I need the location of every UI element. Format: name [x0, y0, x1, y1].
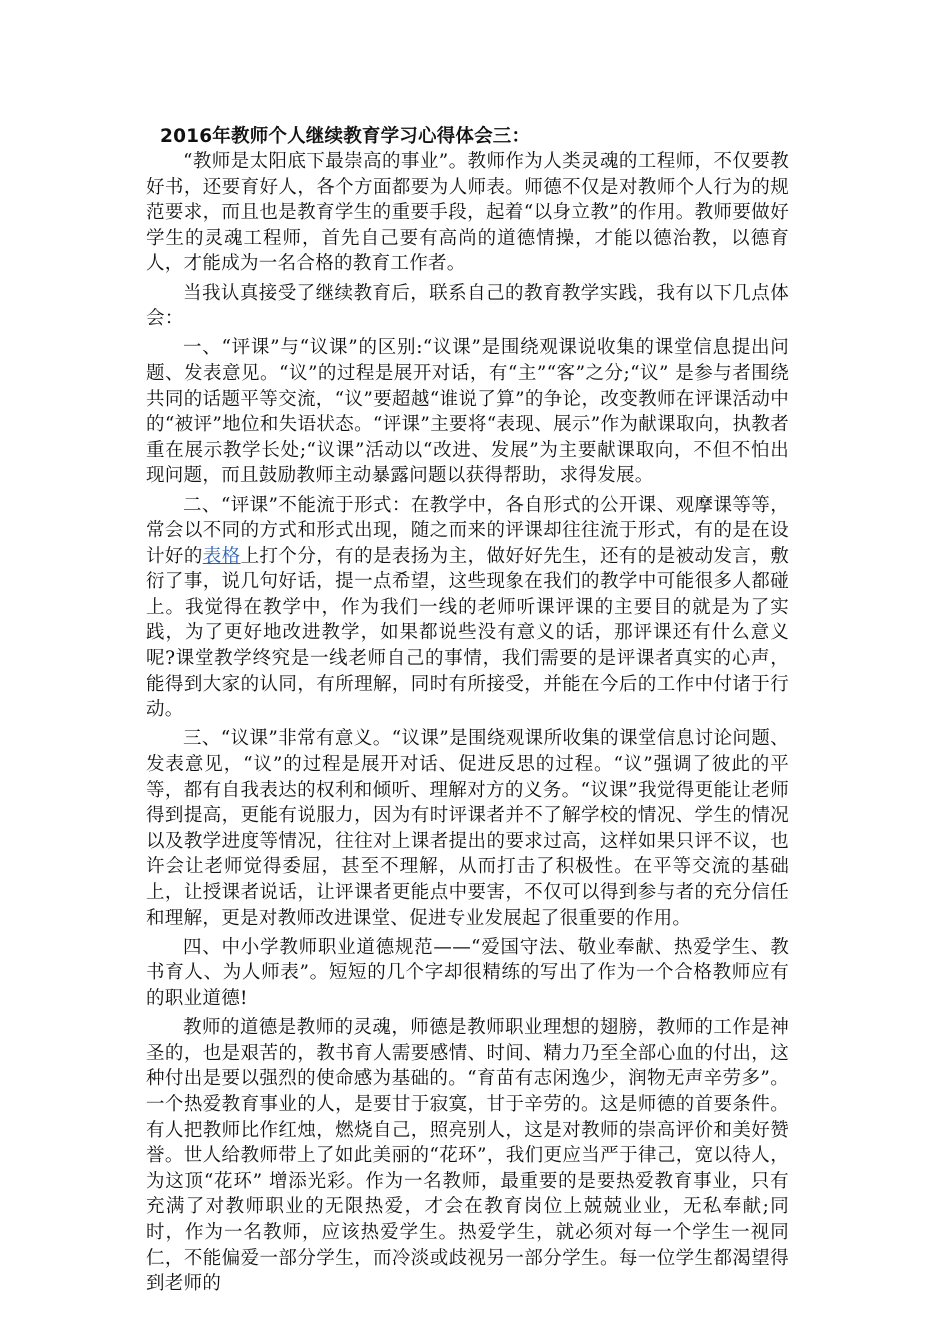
document-title: 2016年教师个人继续教育学习心得体会三：: [160, 126, 531, 147]
paragraph-point-one: 一、“评课”与“议课”的区别:“议课”是围绕观课说收集的课堂信息提出问题、发表意见。“议”的过程是展开对话，有“主”“客”之分;“议” 是参与者围绕共同的话题平等交流，“议”要超越“谁说了算”的争论，改变教师在评课活动中的“被评”地位和失语状态。“评课”主要将“表现、展示”作为献课取向，执教者重在展示教学长处;“议课”活动以“改进、发展”为主要献课取向，不但不怕出现问题，而且鼓励教师主动暴露问题以获得帮助，求得发展。: [146, 337, 789, 487]
table-link[interactable]: 表格: [202, 545, 241, 567]
paragraph-point-two: [146, 493, 789, 723]
paragraph-intro: “教师是太阳底下最崇高的事业”。教师作为人类灵魂的工程师，不仅要教好书，还要育好人，各个方面都要为人师表。师德不仅是对教师个人行为的规范要求，而且也是教育学生的重要手段，起着“以身立教”的作用。教师要做好学生的灵魂工程师，首先自己要有高尚的道德情操，才能以德治教，以德育人，才能成为一名合格的教育工作者。: [146, 151, 789, 275]
paragraph-point-two-text-before: 二、“评课”不能流于形式：在教学中，各自形式的公开课、观摩课等等，常会以不同的方式和形式出现，随之而来的评课却往往流于形式，有的是在设计好的: [146, 494, 789, 567]
paragraph-point-four: 四、中小学教师职业道德规范——“爱国守法、敬业奉献、热爱学生、教书育人、为人师表”。短短的几个字却很精练的写出了作为一个合格教师应有的职业道德!: [146, 936, 789, 1009]
paragraph-point-two-text-after: 上打个分，有的是表扬为主，做好好先生，还有的是被动发言，敷衍了事，说几句好话，提一点希望，这些现象在我们的教学中可能很多人都碰上。我觉得在教学中，作为我们一线的老师听课评课的主要目的就是为了实践，为了更好地改进教学，如果都说些没有意义的话，那评课还有什么意义呢?课堂教学终究是一线老师自己的事情，我们需要的是评课者真实的心声，能得到大家的认同，有所理解，同时有所接受，并能在今后的工作中付诸于行动。: [146, 545, 790, 721]
paragraph-experience: 当我认真接受了继续教育后，联系自己的教育教学实践，我有以下几点体会：: [146, 282, 789, 330]
paragraph-teacher-ethics: 教师的道德是教师的灵魂，师德是教师职业理想的翅膀，教师的工作是神圣的，也是艰苦的，教书育人需要感情、时间、精力乃至全部心血的付出，这种付出是要以强烈的使命感为基础的。“育苗有志闲逸少，润物无声辛劳多”。一个热爱教育事业的人，是要甘于寂寞，甘于辛劳的。这是师德的首要条件。有人把教师比作红烛，燃烧自己，照亮别人，这是对教师的崇高评价和美好赞誉。世人给教师带上了如此美丽的“花环”，我们更应当严于律己，宽以待人，为这顶“花环” 增添光彩。作为一名教师，最重要的是要热爱教育事业，只有充满了对教师职业的无限热爱，才会在教育岗位上兢兢业业，无私奉献;同时，作为一名教师，应该热爱学生。热爱学生，就必须对每一个学生一视同仁，不能偏爱一部分学生，而冷淡或歧视另一部分学生。每一位学生都渴望得到老师的: [146, 1017, 789, 1295]
paragraph-point-three: 三、“议课”非常有意义。“议课”是围绕观课所收集的课堂信息讨论问题、发表意见，“议”的过程是展开对话、促进反思的过程。“议”强调了彼此的平等，都有自我表达的权利和倾听、理解对方的义务。“议课”我觉得更能让老师得到提高，更能有说服力，因为有时评课者并不了解学校的情况、学生的情况以及教学进度等情况，往往对上课者提出的要求过高，这样如果只评不议，也许会让老师觉得委屈，甚至不理解，从而打击了积极性。在平等交流的基础上，让授课者说话，让评课者更能点中要害，不仅可以得到参与者的充分信任和理解，更是对教师改进课堂、促进专业发展起了很重要的作用。: [146, 728, 789, 929]
document-body: [146, 124, 789, 1300]
